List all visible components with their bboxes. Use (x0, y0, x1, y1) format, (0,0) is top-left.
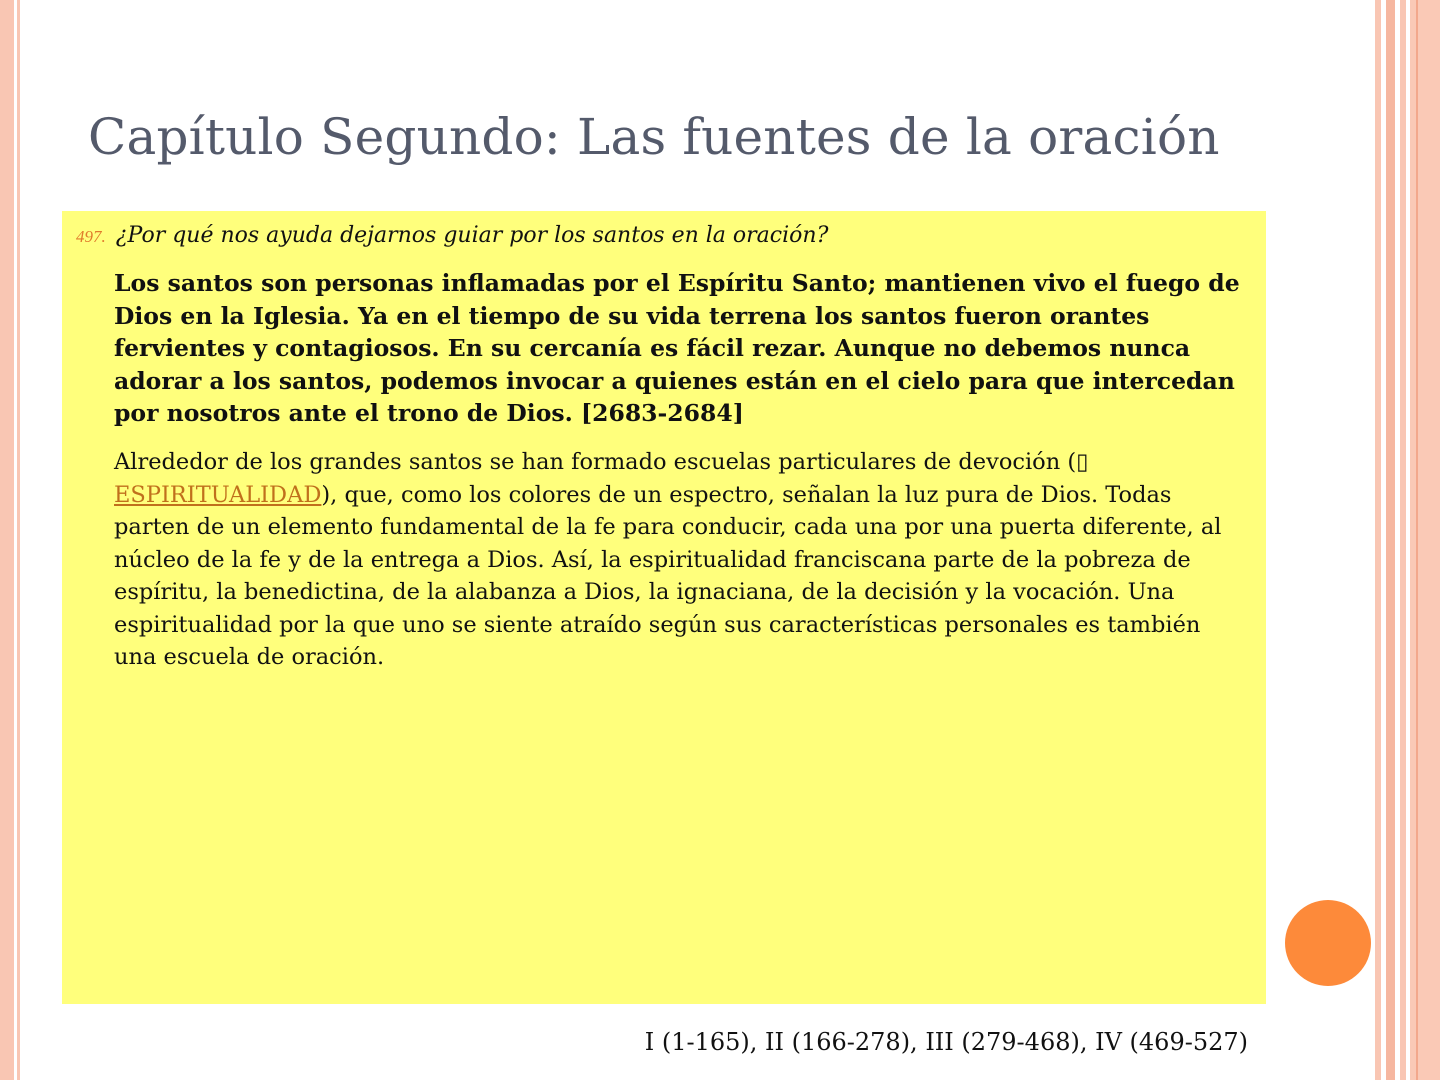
decorative-circle (1285, 900, 1371, 986)
right-decorative-band (1375, 0, 1381, 1080)
right-decorative-band (1410, 0, 1440, 1080)
left-decorative-line (17, 0, 20, 1080)
footer-sections: I (1-165), II (166-278), III (279-468), IV (469-527) (644, 1028, 1248, 1056)
right-decorative-band (1416, 0, 1418, 1080)
left-decorative-border (0, 0, 14, 1080)
espiritualidad-link[interactable]: ESPIRITUALIDAD (114, 481, 322, 508)
right-decorative-band (1400, 0, 1406, 1080)
question-row (76, 223, 828, 248)
answer-text: Los santos son personas inflamadas por el Espíritu Santo; mantienen vivo el fuego de Dios en la Iglesia. Ya en el tiempo de su vida terrena los santos fueron orantes fervientes y contagiosos. En su cercanía es fácil rezar. Aunque no debemos nunca adorar a los santos, podemos invocar a quienes están en el cielo para que intercedan por nosotros ante el trono de Dios. [2683-2684] (114, 269, 1240, 427)
right-decorative-band (1386, 0, 1395, 1080)
question-number: 497. (76, 227, 106, 246)
slide-title: Capítulo Segundo: Las fuentes de la oración (88, 108, 1220, 166)
content-box (62, 211, 1266, 1004)
body-text-start: Alrededor de los grandes santos se han formado escuelas particulares de devoción ( (114, 449, 1077, 475)
question-text: ¿Por qué nos ayuda dejarnos guiar por los santos en la oración? (115, 223, 829, 248)
body-paragraph (114, 446, 1244, 674)
arrow-icon: ▯ (1076, 449, 1089, 475)
body-text-end: ), que, como los colores de un espectro, señalan la luz pura de Dios. Todas parten de un elemento fundamental de la fe para conducir, cada una por una puerta diferente, al núcleo de la fe y de la entrega a Dios. Así, la espiritualidad franciscana parte de la pobreza de espíritu, la benedictina, de la alabanza a Dios, la ignaciana, de la decisión y la vocación. Una espiritualidad por la que uno se siente atraído según sus características personales es también una escuela de oración. (114, 481, 1222, 670)
